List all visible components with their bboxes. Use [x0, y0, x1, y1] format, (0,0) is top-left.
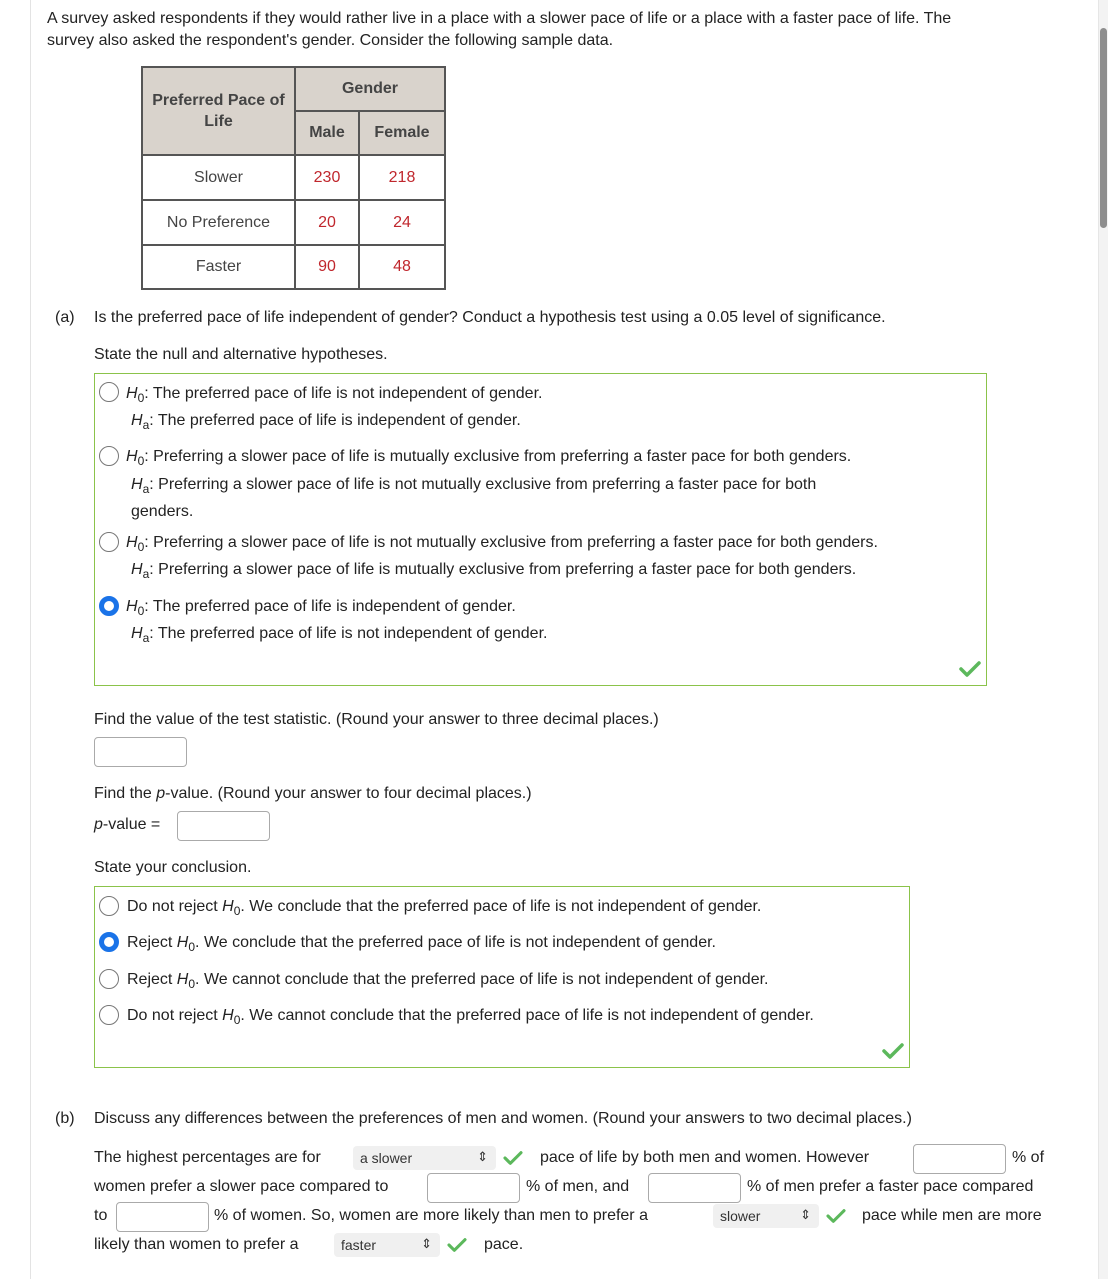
pvalue-prompt: Find the p-value. (Round your answer to four decimal places.): [94, 785, 532, 802]
cell-nopref-female: 24: [359, 200, 445, 245]
pace-dropdown-2-value: slower: [720, 1208, 761, 1224]
women-faster-percent-input[interactable]: [116, 1202, 209, 1232]
check-icon: [447, 1237, 467, 1253]
part-a-label: (a): [55, 309, 75, 326]
updown-arrow-icon: ⇕: [421, 1236, 432, 1251]
part-b-text-9: pace while men are more: [862, 1207, 1042, 1224]
part-b-text-4: women prefer a slower pace compared to: [94, 1178, 389, 1195]
cell-faster-female: 48: [359, 245, 445, 289]
hypothesis-option-4-radio[interactable]: [99, 596, 119, 616]
part-b-text-3: % of: [1012, 1149, 1045, 1166]
men-slower-percent-input[interactable]: [427, 1173, 520, 1203]
updown-arrow-icon: ⇕: [800, 1207, 811, 1222]
part-b-text-6: % of men prefer a faster pace compared: [747, 1178, 1034, 1195]
part-b-text-8: % of women. So, women are more likely than men to prefer a: [214, 1207, 648, 1224]
conclusion-option-4-text: Do not reject $H_0$. We cannot conclude that the preferred pace of life is not independent of gender.: [127, 1007, 814, 1027]
part-b-text-2: pace of life by both men and women. However: [540, 1149, 870, 1166]
test-statistic-input[interactable]: [94, 737, 187, 767]
conclusion-option-4-radio[interactable]: [99, 1005, 119, 1025]
conclusion-option-1-radio[interactable]: [99, 896, 119, 916]
updown-arrow-icon: ⇕: [477, 1149, 488, 1164]
part-b-text-7: to: [94, 1207, 108, 1224]
hypothesis-option-2-ha: $H_a$: Preferring a slower pace of life is not mutually exclusive from preferring a faster pace for both: [131, 476, 817, 496]
hypothesis-option-1-h0: $H_0$: The preferred pace of life is not independent of gender.: [126, 385, 543, 405]
intro-text: [47, 8, 1077, 52]
pace-dropdown-3-value: faster: [341, 1237, 377, 1253]
left-border: [30, 0, 31, 1279]
conclusion-option-2-radio[interactable]: [99, 932, 119, 952]
row-header: Preferred Pace of Life: [142, 67, 295, 155]
pace-dropdown-2[interactable]: [713, 1204, 819, 1228]
hypothesis-option-3-h0: $H_0$: Preferring a slower pace of life is not mutually exclusive from preferring a faster pace for both genders.: [126, 534, 878, 554]
check-icon: [959, 660, 981, 678]
row-label-no-preference: No Preference: [142, 200, 295, 245]
test-statistic-prompt: Find the value of the test statistic. (Round your answer to three decimal places.): [94, 711, 659, 728]
hypothesis-option-2-ha-cont: genders.: [131, 503, 194, 520]
pace-dropdown-1[interactable]: [353, 1146, 496, 1170]
conclusion-option-3-radio[interactable]: [99, 969, 119, 989]
row-label-slower: Slower: [142, 155, 295, 200]
hypothesis-option-2-radio[interactable]: [99, 446, 119, 466]
check-icon: [826, 1208, 846, 1224]
part-b-text-1: The highest percentages are for: [94, 1149, 321, 1166]
part-b-label: (b): [55, 1110, 75, 1127]
conclusion-option-3-text: Reject $H_0$. We cannot conclude that the preferred pace of life is not independent of gender.: [127, 971, 769, 991]
hypotheses-instruction: State the null and alternative hypotheses.: [94, 346, 388, 363]
cell-nopref-male: 20: [295, 200, 359, 245]
pvalue-input[interactable]: [177, 811, 270, 841]
hypothesis-option-4-ha: $H_a$: The preferred pace of life is not independent of gender.: [131, 625, 548, 645]
pace-dropdown-3[interactable]: [334, 1233, 440, 1257]
hypothesis-option-3-ha: $H_a$: Preferring a slower pace of life is mutually exclusive from preferring a faster pace for both genders.: [131, 561, 857, 581]
women-slower-percent-input[interactable]: [913, 1144, 1006, 1174]
hypothesis-option-1-radio[interactable]: [99, 382, 119, 402]
pace-dropdown-1-value: a slower: [360, 1150, 413, 1166]
conclusion-option-2-text: Reject $H_0$. We conclude that the preferred pace of life is not independent of gender.: [127, 934, 716, 954]
contingency-table: [141, 66, 446, 290]
check-icon: [503, 1150, 523, 1166]
male-header: Male: [295, 111, 359, 155]
scrollbar-thumb[interactable]: [1100, 28, 1107, 228]
men-faster-percent-input[interactable]: [648, 1173, 741, 1203]
part-b-text-11: pace.: [484, 1236, 524, 1253]
female-header: Female: [359, 111, 445, 155]
cell-slower-male: 230: [295, 155, 359, 200]
intro-line-2: survey also asked the respondent's gender. Consider the following sample data.: [47, 32, 614, 49]
part-b-text-5: % of men, and: [526, 1178, 630, 1195]
gender-header: Gender: [295, 67, 445, 111]
cell-slower-female: 218: [359, 155, 445, 200]
row-label-faster: Faster: [142, 245, 295, 289]
hypothesis-option-1-ha: $H_a$: The preferred pace of life is independent of gender.: [131, 412, 521, 432]
intro-line-1: A survey asked respondents if they would rather live in a place with a slower pace of life or a place with a faster pace of life. The: [47, 10, 952, 27]
hypothesis-option-3-radio[interactable]: [99, 532, 119, 552]
pvalue-label: p-value =: [94, 816, 161, 833]
conclusion-option-1-text: Do not reject $H_0$. We conclude that the preferred pace of life is not independent of gender.: [127, 898, 762, 918]
cell-faster-male: 90: [295, 245, 359, 289]
part-a-question: Is the preferred pace of life independent of gender? Conduct a hypothesis test using a 0.05 level of significance.: [94, 309, 886, 326]
conclusion-prompt: State your conclusion.: [94, 859, 252, 876]
hypothesis-option-4-h0: $H_0$: The preferred pace of life is independent of gender.: [126, 598, 516, 618]
part-b-question: Discuss any differences between the preferences of men and women. (Round your answers to two decimal places.): [94, 1110, 912, 1127]
part-b-text-10: likely than women to prefer a: [94, 1236, 299, 1253]
check-icon: [882, 1042, 904, 1060]
hypothesis-option-2-h0: $H_0$: Preferring a slower pace of life is mutually exclusive from preferring a faster pace for both genders.: [126, 448, 852, 468]
